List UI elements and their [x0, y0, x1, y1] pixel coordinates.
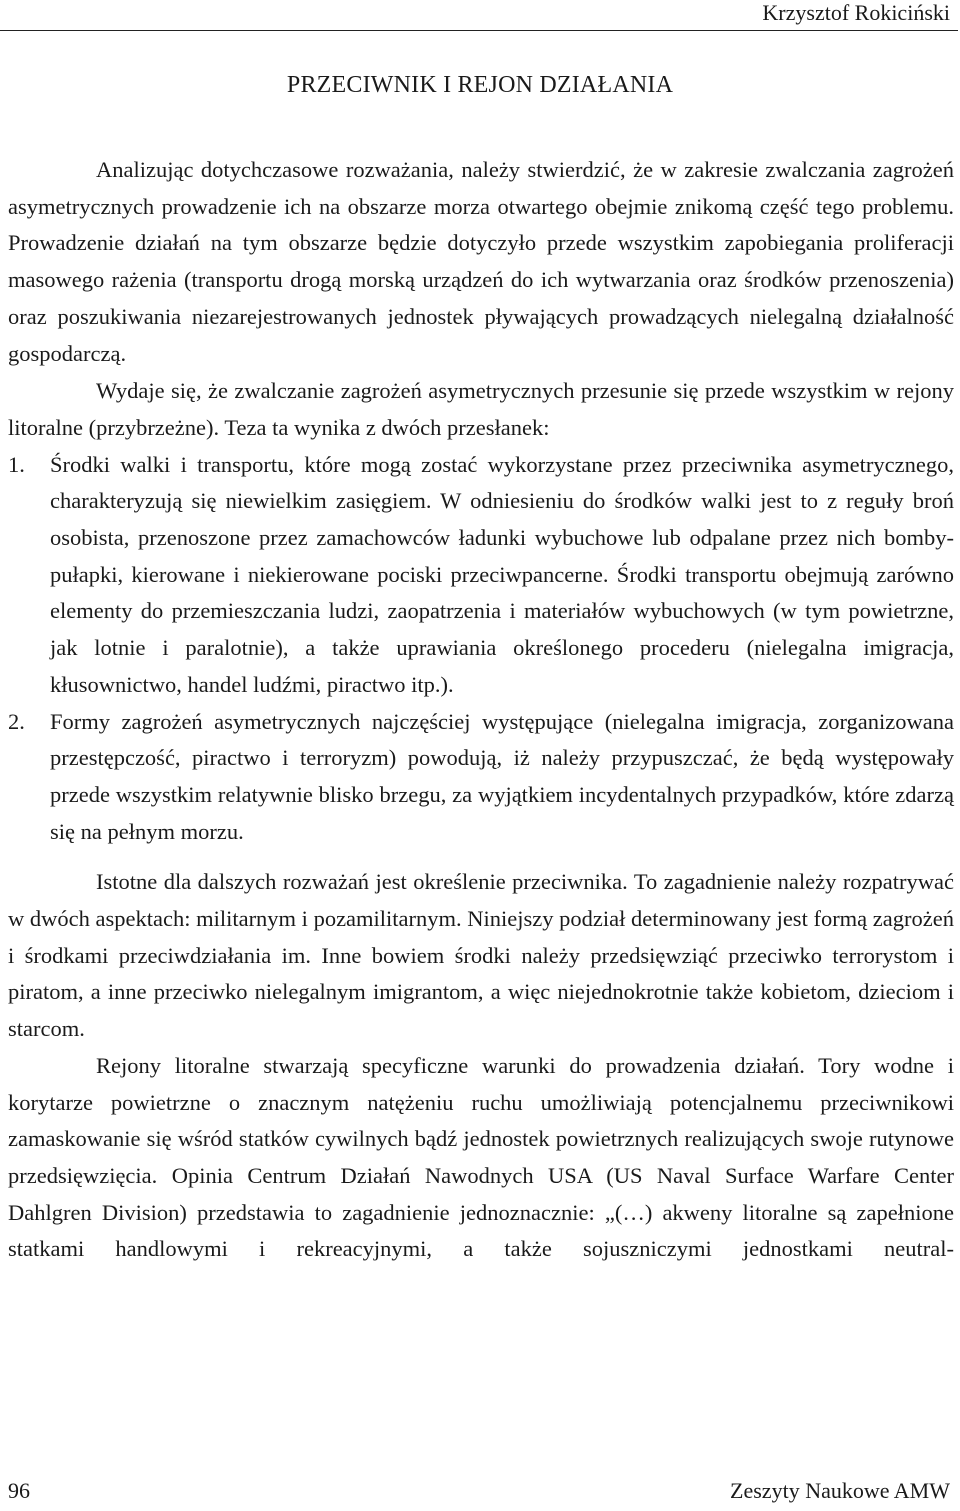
- paragraph-3: Istotne dla dalszych rozważań jest określenie przeciwnika. To zagadnienie należy rozpatrywać w dwóch aspektach: militarnym i pozamilitarnym. Niniejszy podział determinowany jest formą zagrożeń i środkami przeciwdziałania im. Inne bowiem środki należy przedsięwziąć przeciwko terrorystom i piratom, a inne przeciwko nielegalnym imigrantom, a więc niejednokrotnie także kobietom, dzieciom i starcom.: [8, 869, 954, 1042]
- list-item-1: [8, 447, 954, 704]
- paragraph-1: Analizując dotychczasowe rozważania, należy stwierdzić, że w zakresie zwalczania zagrożeń asymetrycznych prowadzenie ich na obszarze morza otwartego obejmie znikomą część tego problemu. Prowadzenie działań na tym obszarze będzie dotyczyło przede wszystkim zapobiegania proliferacji masowego rażenia (transportu drogą morską urządzeń do ich wytwarzania oraz środków przenoszenia) oraz poszukiwania niezarejestrowanych jednostek pływających prowadzących nielegalną działalność gospodarczą.: [8, 157, 954, 366]
- list-text-2: Formy zagrożeń asymetrycznych najczęściej występujące (nielegalna imigracja, zorganizowana przestępczość, piractwo i terroryzm) powodują, iż należy przypuszczać, że będą występowały przede wszystkim relatywnie blisko brzegu, za wyjątkiem incydentalnych przypadków, które zdarzą się na pełnym morzu.: [50, 708, 954, 844]
- list-item-2: [8, 704, 954, 851]
- paragraph-4: Rejony litoralne stwarzają specyficzne warunki do prowadzenia działań. Tory wodne i korytarze powietrzne o znacznym natężeniu ruchu umożliwiają potencjalnemu przeciwnikowi zamaskowanie się wśród statków cywilnych bądź jednostek powietrznych realizujących swoje rutynowe przedsięwzięcia. Opinia Centrum Działań Nawodnych USA (US Naval Surface Warfare Center Dahlgren Division) przedstawia to zagadnienie jednoznacznie: „(…) akweny litoralne są zapełnione statkami handlowymi i rekreacyjnymi, a także sojuszniczymi jednostkami neutral-: [8, 1052, 954, 1262]
- running-header-author: Krzysztof Rokiciński: [762, 0, 950, 25]
- list-text-1: Środki walki i transportu, które mogą zostać wykorzystane przez przeciwnika asymetrycznego, charakteryzują się niewielkim zasięgiem. W odniesieniu do środków walki jest to z reguły broń osobista, przenoszone przez zamachowców ładunki wybuchowe lub odpalane przez nich bomby-pułapki, kierowane i niekierowane pociski przeciwpancerne. Środki transportu obejmują zarówno elementy do przemieszczania ludzi, zaopatrzenia i materiałów wybuchowych (w tym powietrzne, jak lotnie i paralotnie), a także uprawiania określonego procederu (nielegalna imigracja, kłusownictwo, handel ludźmi, piractwo itp.).: [50, 451, 954, 697]
- list-number-2: 2.: [8, 708, 25, 734]
- body-text: [8, 152, 954, 1268]
- journal-name: Zeszyty Naukowe AMW: [730, 1478, 950, 1503]
- paragraph-2: Wydaje się, że zwalczanie zagrożeń asymetrycznych przesunie się przede wszystkim w rejony litoralne (przybrzeżne). Teza ta wynika z dwóch przesłanek:: [8, 378, 954, 440]
- list-number-1: 1.: [8, 451, 25, 477]
- section-title: PRZECIWNIK I REJON DZIAŁANIA: [286, 72, 674, 98]
- page-number: 96: [8, 1478, 30, 1503]
- header-rule: [0, 30, 958, 31]
